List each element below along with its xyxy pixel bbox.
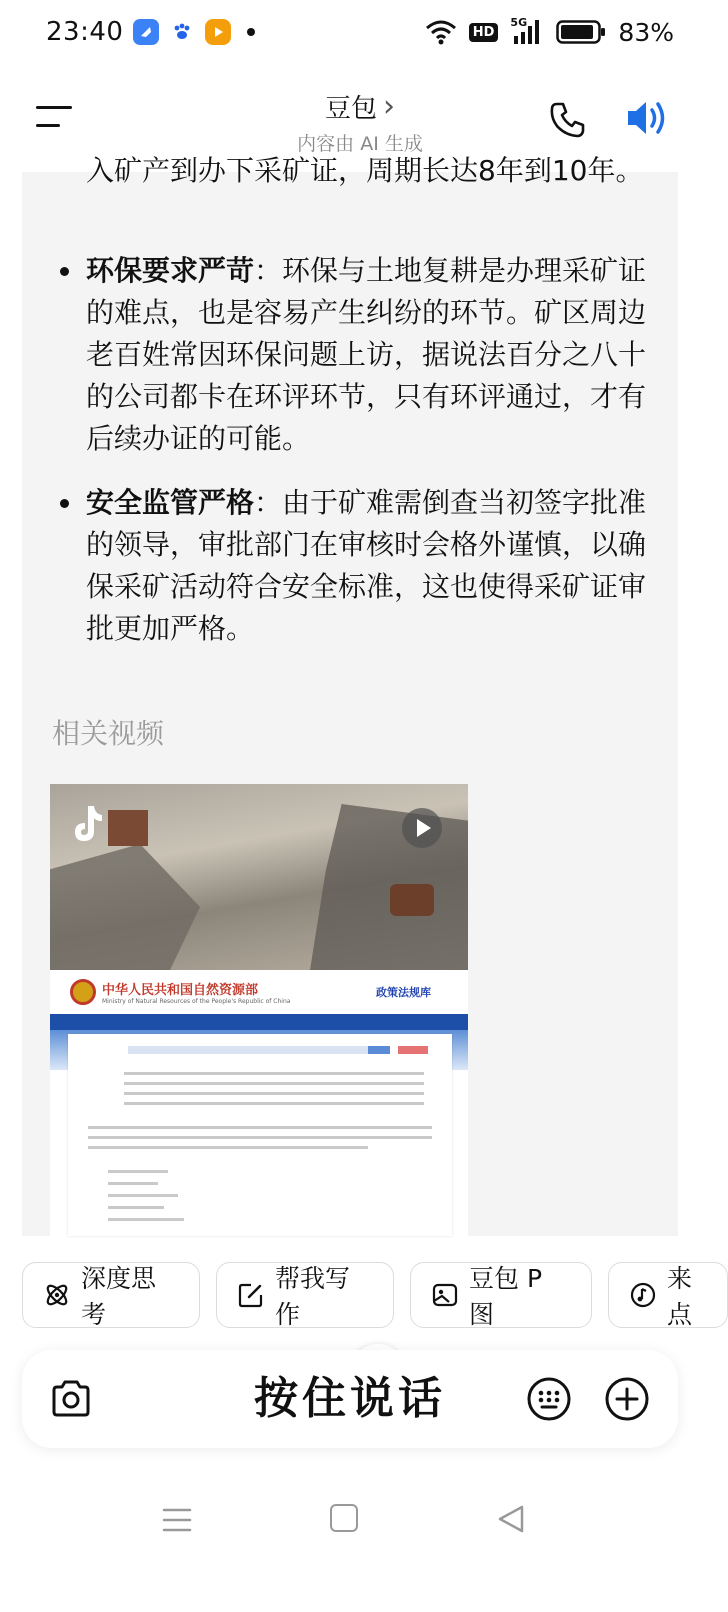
ai-generated-notice: 内容由 AI 生成	[297, 133, 423, 155]
quick-action-chips	[22, 1262, 720, 1328]
more-actions-button[interactable]	[604, 1376, 650, 1422]
image-edit-icon	[431, 1281, 459, 1309]
chip-label: 豆包 P 图	[469, 1264, 543, 1329]
doc-subtitle: Ministry of Natural Resources of the People's Republic of China	[102, 998, 291, 1005]
partial-message-text: 入矿产到办下采矿证，周期长达8年到10年。	[86, 154, 644, 187]
status-time: 23:40	[46, 17, 124, 47]
doc-text-line	[124, 1072, 424, 1075]
bullet-item	[52, 482, 652, 650]
doc-search-button	[368, 1046, 390, 1054]
speaker-button[interactable]	[624, 96, 672, 140]
hd-badge: HD	[469, 23, 499, 42]
music-icon	[629, 1281, 657, 1309]
bullet-text: ：环保与土地复耕是办理采矿证的难点，也是容易产生纠纷的环节。矿区周边老百姓常因环保问题上访，据说法百分之八十的公司都卡在环评环节，只有环评通过，才有后续办证的可能。	[86, 254, 647, 455]
video-document-frame	[50, 970, 468, 1236]
related-video-card[interactable]	[50, 784, 468, 1236]
video-thumbnail	[50, 784, 468, 970]
wifi-icon	[425, 19, 457, 45]
doc-text-line	[108, 1182, 158, 1185]
bullet-heading: 环保要求严苛	[86, 254, 255, 287]
back-icon[interactable]	[496, 1504, 526, 1534]
bullet-item	[52, 250, 652, 460]
bot-name[interactable]	[325, 88, 395, 125]
doc-nav-bar	[50, 1014, 468, 1030]
input-bar	[22, 1350, 678, 1448]
keyboard-button[interactable]	[526, 1376, 572, 1422]
bullet-list	[52, 250, 652, 672]
chip-p-image[interactable]	[410, 1262, 592, 1328]
speaker-icon	[624, 96, 672, 140]
chevron-right-icon: ›	[383, 89, 395, 124]
doc-paper	[68, 1034, 452, 1236]
phone-icon	[548, 100, 588, 140]
system-nav-bar	[0, 1490, 720, 1550]
phone-call-button[interactable]	[548, 100, 588, 140]
baidu-paw-icon	[169, 19, 195, 45]
play-icon[interactable]	[402, 808, 442, 848]
chip-write[interactable]	[216, 1262, 394, 1328]
recent-apps-icon[interactable]	[162, 1506, 192, 1534]
status-bar	[0, 0, 720, 64]
signal-icon	[510, 18, 544, 46]
bot-name-label: 豆包	[324, 94, 377, 124]
home-icon[interactable]	[330, 1504, 358, 1532]
network-type-label: 5G	[510, 16, 528, 29]
chip-deep-think[interactable]	[22, 1262, 200, 1328]
doc-text-line	[88, 1146, 368, 1149]
doc-text-line	[108, 1218, 184, 1221]
notification-app-icon	[133, 19, 159, 45]
bullet-text: ：由于矿难需倒查当初签字批准的领导，审批部门在审核时会格外谨慎，以确保采矿活动符合安全标准，这也使得采矿证审批更加严格。	[86, 486, 647, 645]
edit-icon	[237, 1281, 265, 1309]
notification-dot-icon	[247, 28, 255, 36]
doc-text-line	[108, 1206, 164, 1209]
chip-label: 帮我写作	[275, 1264, 351, 1329]
chip-music[interactable]	[608, 1262, 728, 1328]
battery-percent: 83%	[618, 17, 674, 47]
thumbnail-barrel	[390, 884, 434, 916]
doc-advanced-button	[398, 1046, 428, 1054]
doc-text-line	[124, 1102, 424, 1105]
doc-text-line	[124, 1082, 424, 1085]
title-area[interactable]	[0, 88, 720, 156]
doc-title: 中华人民共和国自然资源部	[102, 983, 259, 998]
chat-message-card	[22, 154, 678, 1236]
camera-button[interactable]	[48, 1376, 94, 1422]
video-app-icon	[205, 19, 231, 45]
national-emblem-icon	[70, 979, 96, 1005]
chip-label: 深度思考	[81, 1264, 157, 1329]
doc-text-line	[108, 1170, 168, 1173]
hold-to-talk-button[interactable]: 按住说话	[254, 1373, 446, 1424]
battery-icon	[556, 20, 606, 44]
doc-text-line	[108, 1194, 178, 1197]
doc-text-line	[88, 1126, 432, 1129]
bullet-heading: 安全监管严格	[86, 486, 255, 519]
atom-icon	[43, 1281, 71, 1309]
thumbnail-rock	[50, 844, 200, 970]
doc-search-bar	[128, 1046, 368, 1054]
related-videos-label: 相关视频	[52, 717, 165, 750]
keyboard-icon	[526, 1376, 572, 1422]
doc-text-line	[124, 1092, 424, 1095]
chip-label: 来点	[667, 1264, 693, 1329]
plus-circle-icon	[604, 1376, 650, 1422]
thumbnail-hut	[108, 810, 148, 846]
status-right	[425, 18, 674, 47]
camera-icon	[48, 1376, 94, 1422]
doc-tag: 政策法规库	[376, 986, 431, 999]
tiktok-logo-icon	[68, 804, 104, 844]
status-left	[46, 17, 255, 47]
thumbnail-rock	[310, 804, 468, 970]
doc-text-line	[88, 1136, 432, 1139]
